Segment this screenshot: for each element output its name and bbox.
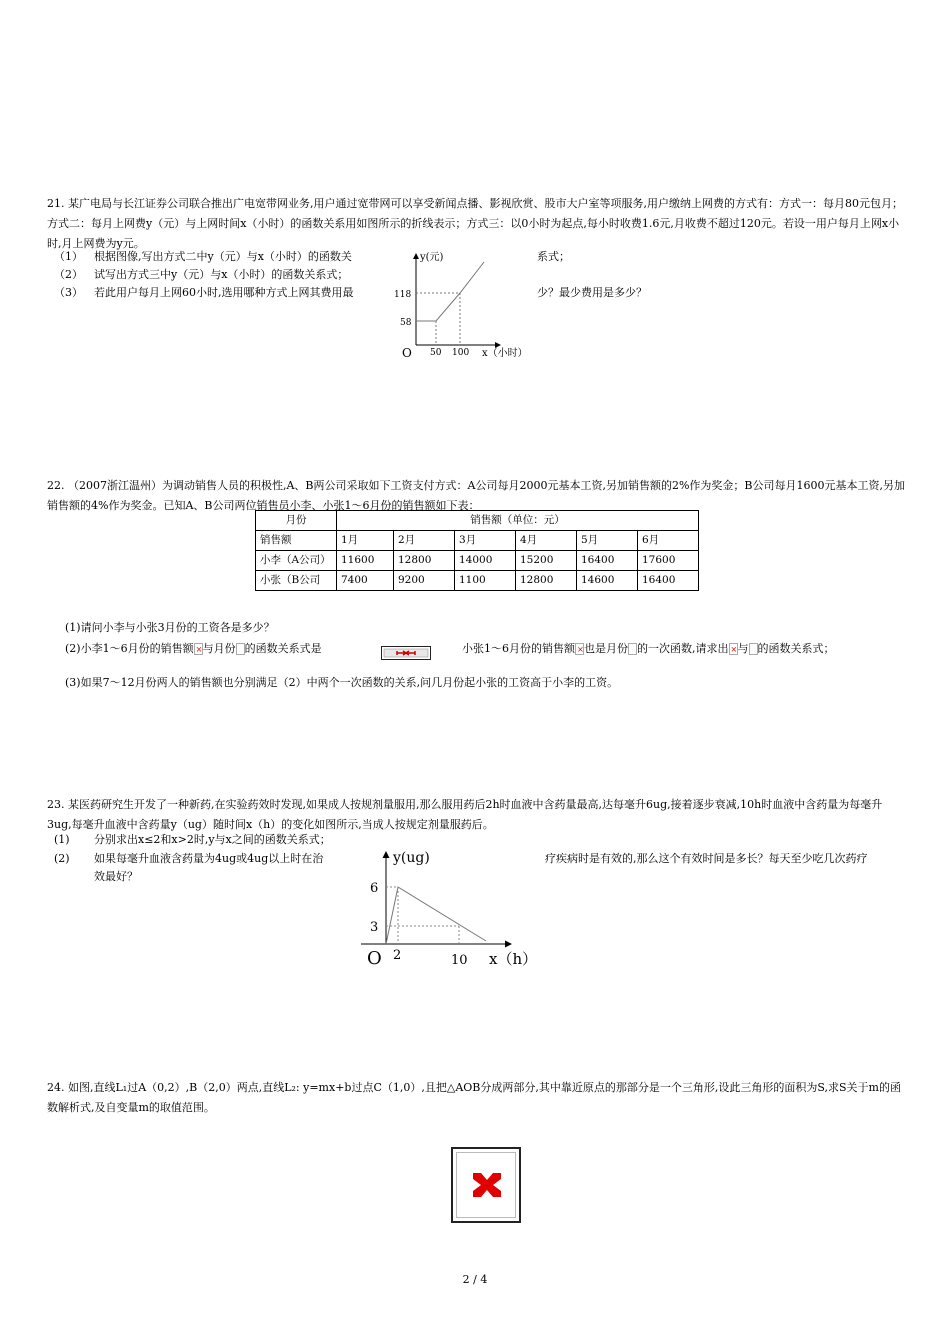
q22-q2-text-e: 也是月份 — [584, 642, 628, 655]
q21-fee-line — [416, 262, 484, 321]
table-cell: 12800 — [394, 551, 455, 571]
q21-item-1 — [54, 249, 352, 265]
broken-image-icon — [194, 643, 203, 655]
table-row — [256, 531, 699, 551]
q23-item-2-cont: 效最好？ — [94, 870, 138, 883]
table-month: 6月 — [638, 531, 699, 551]
q21-y-label: y(元) — [420, 252, 444, 263]
q23-x-tick-10: 10 — [451, 953, 468, 968]
table-row — [256, 551, 699, 571]
q23-item-2-text-a: 如果每毫升血液含药量为4ug或4ug以上时在治 — [94, 852, 324, 865]
table-month: 2月 — [394, 531, 455, 551]
table-row-name: 小李（A公司） — [256, 551, 337, 571]
table-row-name: 小张（B公司 — [256, 571, 337, 591]
broken-image-icon — [236, 643, 245, 655]
table-month: 1月 — [337, 531, 394, 551]
table-cell: 15200 — [516, 551, 577, 571]
table-cell: 12800 — [516, 571, 577, 591]
table-cell: 1100 — [455, 571, 516, 591]
q21-item-1-num: （1） — [54, 250, 83, 263]
q21-item-3-text: 若此用户每月上网60小时,选用哪种方式上网其费用最 — [94, 286, 354, 299]
q23-item-2 — [54, 851, 323, 867]
q22-q2-text-d: 小张1～6月份的销售额 — [462, 642, 575, 655]
q21-item-1-text: 根据图像,写出方式二中y（元）与x（小时）的函数关 — [94, 250, 352, 263]
q23-item-1-text: 分别求出x≤2和x>2时,y与x之间的函数关系式； — [94, 833, 331, 846]
q21-x-tick-50: 50 — [430, 348, 442, 358]
table-row — [256, 571, 699, 591]
table-corner-bottom: 销售额 — [256, 531, 337, 551]
table-cell: 9200 — [394, 571, 455, 591]
q21-item-2-num: （2） — [54, 268, 83, 281]
table-month: 4月 — [516, 531, 577, 551]
q22-q3: (3)如果7～12月份两人的销售额也分别满足（2）中两个一次函数的关系,问几月份起小张的工资高于小李的工资。 — [65, 676, 619, 689]
table-month: 5月 — [577, 531, 638, 551]
q21-x-label: x（小时） — [482, 348, 528, 359]
table-cell: 17600 — [638, 551, 699, 571]
sales-table — [255, 510, 699, 591]
broken-image-icon — [575, 643, 584, 655]
q22-q2-text-f: 的一次函数,请求出 — [637, 642, 729, 655]
broken-image-icon — [729, 643, 738, 655]
table-corner-top: 月份 — [256, 511, 337, 531]
q22-q1: (1)请问小李与小张3月份的工资各是多少？ — [65, 621, 275, 634]
q23-origin: O — [367, 948, 382, 969]
q23-intro: 23. 某医药研究生开发了一种新药,在实验药效时发现,如果成人按规剂量服用,那么服用药后2h时血液中含药量最高,达每毫升6ug,接着逐步衰减,10h时血液中含药量为每毫升3ug,每毫升血液中含药量y（ug）随时间x（h）的变化如图所示,当成人按规定剂量服药后。 — [47, 798, 883, 831]
broken-image-icon — [749, 643, 758, 655]
broken-image-icon — [628, 643, 637, 655]
q22-q2-text-a: (2)小李1～6月份的销售额 — [65, 642, 194, 655]
q21-origin: O — [402, 346, 412, 360]
table-month: 3月 — [455, 531, 516, 551]
q23-graph — [355, 844, 550, 972]
q21-x-tick-100: 100 — [452, 348, 470, 358]
q23-x-label: x（h） — [489, 950, 538, 968]
q24-text: 24. 如图,直线L₁过A（0,2）,B（2,0）两点,直线L₂: y=mx+b过点C（1,0）,且把△AOB分成两部分,其中靠近原点的那部分是一个三角形,设此三角形的面积为S,求S关于m的函数解析式,及自变量m的取值范围。 — [47, 1081, 901, 1114]
q21-item-2-text: 试写出方式三中y（元）与x（小时）的函数关系式； — [94, 268, 349, 281]
q22-q2-text-b: 与月份 — [202, 642, 236, 655]
q21-item-1-tail: 系式； — [537, 250, 570, 263]
q21-item-3-num: （3） — [54, 286, 83, 299]
formula-image-icon — [381, 646, 431, 660]
table-cell: 7400 — [337, 571, 394, 591]
q23-x-tick-2: 2 — [393, 948, 402, 963]
q21-intro: 21. 某广电局与长江证券公司联合推出广电宽带网业务,用户通过宽带网可以享受新闻点播、影视欣赏、股市大户室等项服务,用户缴纳上网费的方式有：方式一：每月80元包月；方式二：每月上网费y（元）与上网时间x（小时）的函数关系用如图所示的折线表示；方式三：以0小时为起点,每小时收费1.6元,月收费不超过120元。若设一用户每月上网x小时,月上网费为y元。 — [47, 197, 903, 250]
q23-drug-line — [386, 887, 486, 944]
q21-y-tick-58: 58 — [400, 318, 412, 328]
table-group-header: 销售额（单位：元） — [337, 511, 699, 531]
broken-figure-image — [451, 1147, 521, 1223]
q21-item-3-tail: 少？最少费用是多少？ — [537, 286, 647, 299]
q23-item-2-tail: 疗疾病时是有效的,那么这个有效时间是多长？每天至少吃几次药疗 — [545, 852, 868, 865]
q21-item-3 — [54, 285, 354, 301]
table-cell: 11600 — [337, 551, 394, 571]
table-cell: 14600 — [577, 571, 638, 591]
q23-item-1-num: (1) — [54, 833, 70, 846]
broken-image-icon — [471, 1171, 503, 1199]
q21-graph — [390, 248, 540, 368]
q22-q2-left — [65, 641, 322, 657]
q23-item-1 — [54, 832, 331, 848]
q22-intro: 22. （2007浙江温州）为调动销售人员的积极性,A、B两公司采取如下工资支付方式：A公司每月2000元基本工资,另加销售额的2%作为奖金；B公司每月1600元基本工资,另加销售额的4%作为奖金。已知A、B公司两位销售员小李、小张1～6月份的销售额如下表： — [47, 479, 905, 512]
q22-q2-text-h: 的函数关系式； — [757, 642, 835, 655]
table-cell: 16400 — [638, 571, 699, 591]
q22-q2-text-c: 的函数关系式是 — [244, 642, 322, 655]
page-number: 2 / 4 — [462, 1273, 488, 1286]
table-cell: 16400 — [577, 551, 638, 571]
q23-y-tick-6: 6 — [370, 881, 379, 896]
table-row — [256, 511, 699, 531]
q22-q2-right — [462, 641, 835, 657]
table-cell: 14000 — [455, 551, 516, 571]
q23-item-2-num: (2) — [54, 852, 70, 865]
q23-y-tick-3: 3 — [370, 920, 379, 935]
q22-q2-text-g: 与 — [737, 642, 749, 655]
q21-y-tick-118: 118 — [394, 290, 412, 300]
q21-item-2 — [54, 267, 348, 283]
q23-y-label: y(ug) — [393, 850, 430, 866]
